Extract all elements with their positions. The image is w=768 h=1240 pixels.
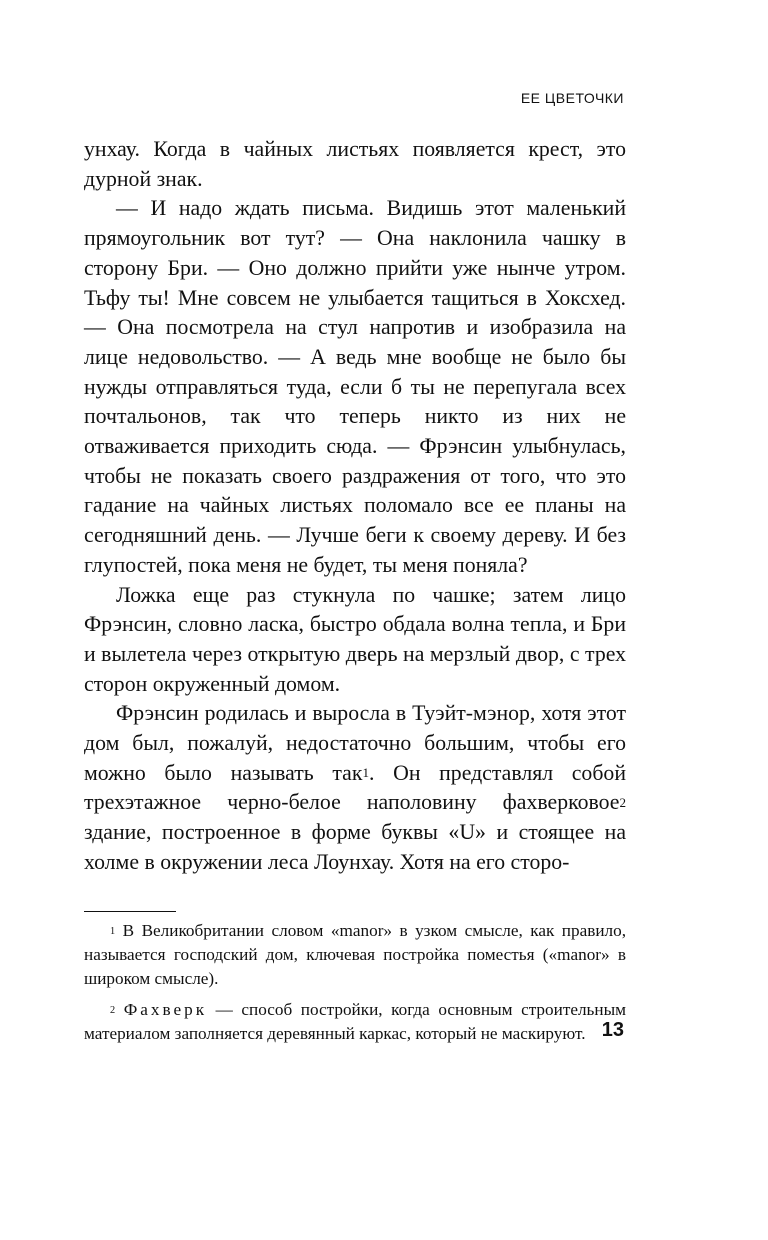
running-head: ЕЕ ЦВЕТОЧКИ — [520, 90, 624, 106]
footnote-ref-2: 2 — [619, 794, 626, 810]
page-number: 13 — [601, 1019, 624, 1041]
paragraph-2: — И надо ждать письма. Видишь этот маленький прямоугольник вот тут? — Она наклонила чашку в сторону Бри. — Оно должно прийти уже нынче утром. Тьфу ты! Мне совсем не улыбается тащиться в Хоксхед. — Она посмотрела на стул напротив и изобразила на лице недовольство. — А ведь мне вообще не было бы нужды отправляться туда, если б ты не перепугала всех почтальонов, так что теперь никто из них не отваживается приходить сюда. — Фрэнсин улыбнулась, чтобы не показать своего раздражения от того, что это гадание на чайных листьях поломало все ее планы на сегодняшний день. — Лучше беги к своему дереву. И без глупостей, пока меня не будет, ты меня поняла? — [84, 196, 626, 577]
footnote-2-text: — способ постройки, когда основным строительным материалом заполняется деревянный каркас, который не маскируют. — [84, 1000, 626, 1043]
footnote-1-text: В Великобритании словом «manor» в узком смысле, как правило, называется господский дом, ключевая постройка поместья («manor» в широком смысле). — [84, 921, 626, 988]
paragraph-3: Ложка еще раз стукнула по чашке; затем лицо Фрэнсин, словно ласка, быстро обдала волна тепла, и Бри и вылетела через открытую дверь на мерзлый двор, с трех сторон окруженный домом. — [84, 582, 626, 696]
footnotes — [84, 919, 626, 1053]
footnote-1 — [84, 919, 626, 991]
paragraph-4-part-b: . Он представлял собой трехэтажное черно-белое наполовину фахверковое — [84, 760, 626, 815]
footnote-2 — [84, 998, 626, 1046]
paragraph-1: унхау. Когда в чайных листьях появляется крест, это дурной знак. — [84, 137, 626, 191]
body-text — [84, 135, 626, 878]
footnote-ref-1: 1 — [362, 765, 369, 781]
paragraph-4 — [84, 699, 626, 877]
footnote-2-term: Фахверк — [123, 1000, 208, 1019]
footnote-1-mark: 1 — [110, 925, 116, 937]
footnote-divider — [84, 911, 176, 912]
footnote-2-mark: 2 — [110, 1004, 116, 1016]
paragraph-4-part-c: здание, построенное в форме буквы «U» и стоящее на холме в окружении леса Лоунхау. Хотя на его сторо- — [84, 820, 626, 874]
paragraph-4-part-a: Фрэнсин родилась и выросла в Туэйт-мэнор, хотя этот дом был, пожалуй, недостаточно большим, чтобы его можно было называть так — [84, 701, 626, 785]
